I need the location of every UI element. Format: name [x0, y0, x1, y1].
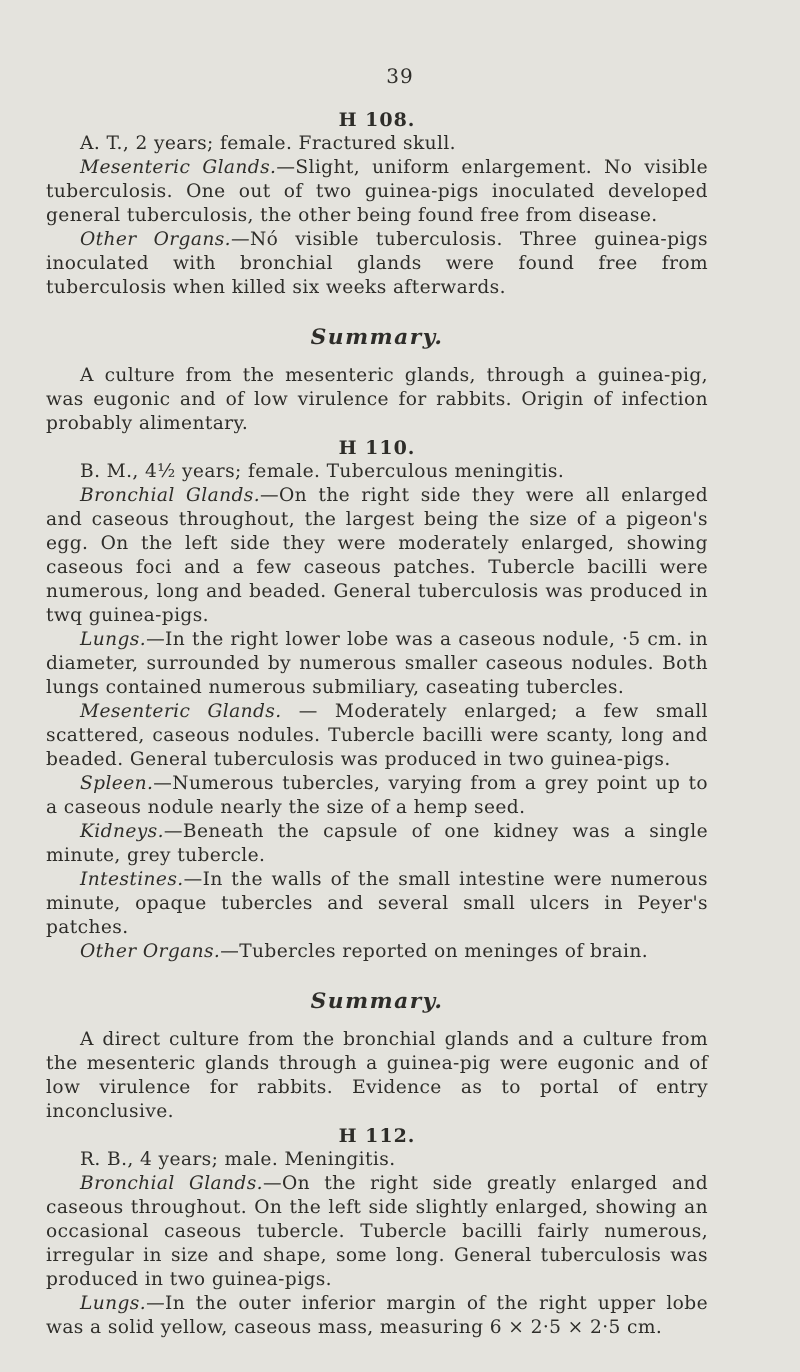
- patient-line-h110: B. M., 4½ years; female. Tuberculous meningitis.: [80, 461, 565, 482]
- finding-text: — Moderately enlarged; a few small scattered, caseous nodules. Tubercle bacilli were scanty, long and beaded. General tuberculosis was produced in two guinea-pigs.: [46, 701, 708, 770]
- finding-text: —In the right lower lobe was a caseous nodule, ·5 cm. in diameter, surrounded by numerous smaller caseous nodules. Both lungs contained numerous submiliary, caseating tubercles.: [46, 629, 708, 698]
- finding-h110-lungs: [46, 628, 708, 700]
- finding-h108-other: [46, 228, 708, 300]
- finding-label: Mesenteric Glands.: [80, 157, 277, 178]
- finding-h110-bronchial: [46, 484, 708, 628]
- page-number: 39: [386, 64, 414, 88]
- finding-label: Lungs.: [80, 629, 147, 650]
- finding-h108-mesenteric: [46, 156, 708, 228]
- finding-h110-mesenteric: [46, 700, 708, 772]
- summary-heading-h108: Summary.: [310, 325, 444, 350]
- finding-label: Other Organs.: [80, 941, 221, 962]
- finding-text: —Nó visible tuberculosis. Three guinea-pigs inoculated with bronchial glands were found free from tuberculosis when killed six weeks afterwards.: [46, 229, 708, 298]
- finding-label: Intestines.: [80, 869, 184, 890]
- finding-h112-bronchial: [46, 1172, 708, 1292]
- finding-text: —Slight, uniform enlargement. No visible tuberculosis. One out of two guinea-pigs inoculated developed general tuberculosis, the other being found free from disease.: [46, 157, 708, 226]
- finding-text: —Tubercles reported on meninges of brain.: [220, 941, 649, 962]
- page-body: [46, 64, 708, 1340]
- finding-text: —Numerous tubercles, varying from a grey point up to a caseous nodule nearly the size of a hemp seed.: [46, 773, 708, 818]
- finding-label: Kidneys.: [80, 821, 164, 842]
- finding-label: Other Organs.: [80, 229, 231, 250]
- case-heading-h112: H 112.: [338, 1125, 416, 1147]
- finding-label: Spleen.: [80, 773, 154, 794]
- patient-line-h112: R. B., 4 years; male. Meningitis.: [80, 1149, 396, 1170]
- finding-h110-kidneys: [46, 820, 708, 868]
- finding-text: —On the right side they were all enlarged and caseous throughout, the largest being the size of a pigeon's egg. On the left side they were moderately enlarged, showing caseous foci and a few caseous patches. Tubercle bacilli were numerous, long and beaded. General tuberculosis was produced in twq guinea-pigs.: [46, 485, 709, 626]
- finding-h110-intestines: [46, 868, 708, 940]
- finding-text: —In the walls of the small intestine were numerous minute, opaque tubercles and several small ulcers in Peyer's patches.: [46, 869, 708, 938]
- finding-label: Mesenteric Glands.: [80, 701, 282, 722]
- summary-h110: A direct culture from the bronchial glands and a culture from the mesenteric glands through a guinea-pig were eugonic and of low virulence for rabbits. Evidence as to portal of entry inconclusive.: [46, 1029, 708, 1122]
- case-heading-h110: H 110.: [338, 437, 416, 459]
- summary-h108: A culture from the mesenteric glands, through a guinea-pig, was eugonic and of low virulence for rabbits. Origin of infection probably alimentary.: [46, 365, 708, 434]
- finding-text: —Beneath the capsule of one kidney was a single minute, grey tubercle.: [46, 821, 708, 866]
- finding-h110-spleen: [46, 772, 708, 820]
- finding-text: —On the right side greatly enlarged and caseous throughout. On the left side slightly enlarged, showing an occasional caseous tubercle. Tubercle bacilli fairly numerous, irregular in size and shape, some long. General tuberculosis was produced in two guinea-pigs.: [46, 1173, 709, 1290]
- finding-label: Bronchial Glands.: [80, 1173, 263, 1194]
- finding-h110-other: [46, 940, 708, 964]
- summary-heading-h110: Summary.: [310, 989, 444, 1014]
- patient-line-h108: A. T., 2 years; female. Fractured skull.: [80, 133, 456, 154]
- finding-label: Lungs.: [80, 1293, 147, 1314]
- case-heading-h108: H 108.: [338, 109, 416, 131]
- finding-text: —In the outer inferior margin of the right upper lobe was a solid yellow, caseous mass, measuring 6 × 2·5 × 2·5 cm.: [46, 1293, 708, 1338]
- finding-label: Bronchial Glands.: [80, 485, 261, 506]
- finding-h112-lungs: [46, 1292, 708, 1340]
